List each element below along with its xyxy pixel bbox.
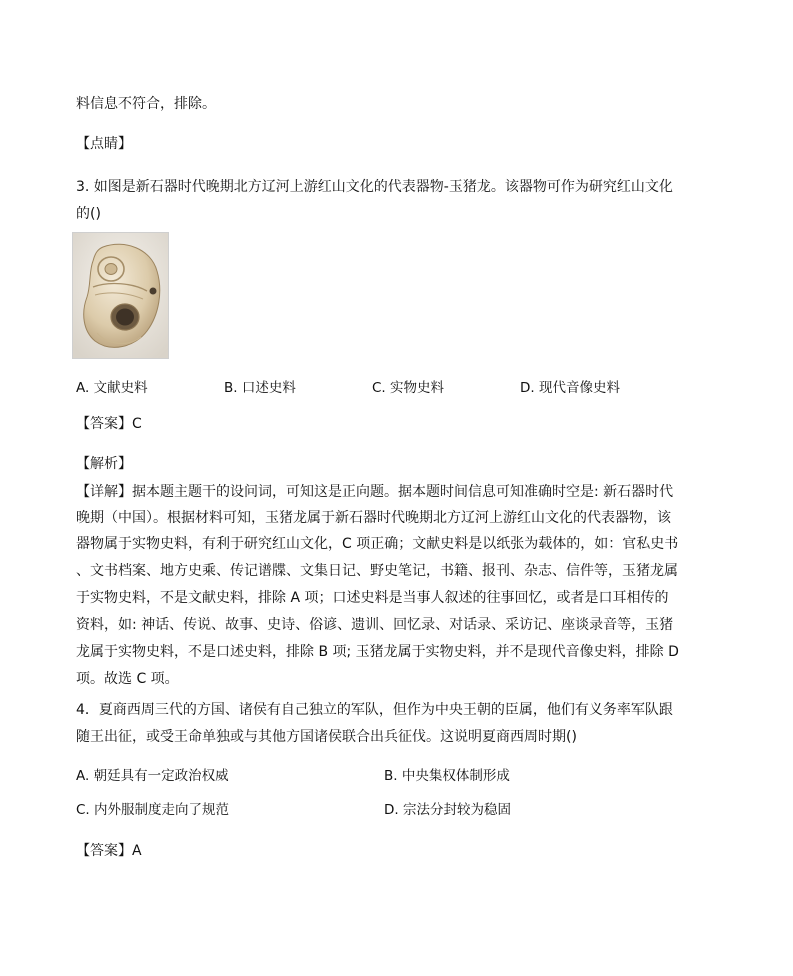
jade-pig-dragon-photo [72, 232, 169, 359]
q4-option-d: D. 宗法分封较为稳固 [384, 802, 511, 818]
q3-explanation-line: 、文书档案、地方史乘、传记谱牒、文集日记、野史笔记，书籍、报刊、杂志、信件等，玉猪龙属 [76, 563, 678, 579]
q3-analysis-label: 【解析】 [76, 456, 132, 472]
q3-option-a: A. 文献史料 [76, 380, 148, 396]
q4-option-a: A. 朝廷具有一定政治权威 [76, 768, 229, 784]
jade-pig-dragon-image [73, 233, 169, 359]
q3-option-c: C. 实物史料 [372, 380, 445, 396]
q3-stem-line1: 3. 如图是新石器时代晚期北方辽河上游红山文化的代表器物-玉猪龙。该器物可作为研究红山文化 [76, 179, 673, 195]
carry-over-text: 料信息不符合，排除。 [76, 96, 216, 112]
q3-explanation-line: 资料，如: 神话、传说、故事、史诗、俗谚、遗训、回忆录、对话录、采访记、座谈录音等，玉猪 [76, 617, 674, 633]
q3-explanation-line: 龙属于实物史料，不是口述史料，排除 B 项; 玉猪龙属于实物史料，并不是现代音像史料，排除 D [76, 644, 679, 660]
q3-explanation-line: 于实物史料，不是文献史料，排除 A 项；口述史料是当事人叙述的往事回忆，或者是口耳相传的 [76, 590, 669, 606]
q3-explanation-line: 器物属于实物史料，有利于研究红山文化，C 项正确；文献史料是以纸张为载体的，如：官私史书 [76, 536, 679, 552]
q3-option-b: B. 口述史料 [224, 380, 296, 396]
q3-explanation-line: 项。故选 C 项。 [76, 671, 179, 687]
q4-option-b: B. 中央集权体制形成 [384, 768, 510, 784]
q4-stem-line2: 随王出征，或受王命单独或与其他方国诸侯联合出兵征伐。这说明夏商西周时期() [76, 729, 577, 745]
dianjing-label: 【点睛】 [76, 136, 132, 152]
q4-stem-line1: 4．夏商西周三代的方国、诸侯有自己独立的军队，但作为中央王朝的臣属，他们有义务率军队跟 [76, 702, 673, 718]
q3-explanation-line: 【详解】据本题主题干的设问词，可知这是正向题。据本题时间信息可知准确时空是: 新石器时代 [76, 484, 674, 500]
q3-stem-line2: 的() [76, 206, 101, 222]
q4-option-c: C. 内外服制度走向了规范 [76, 802, 230, 818]
q4-answer: 【答案】A [76, 843, 142, 859]
q3-option-d: D. 现代音像史料 [520, 380, 620, 396]
q3-answer: 【答案】C [76, 416, 142, 432]
q3-explanation-line: 晚期（中国）。根据材料可知，玉猪龙属于新石器时代晚期北方辽河上游红山文化的代表器物，该 [76, 510, 671, 526]
